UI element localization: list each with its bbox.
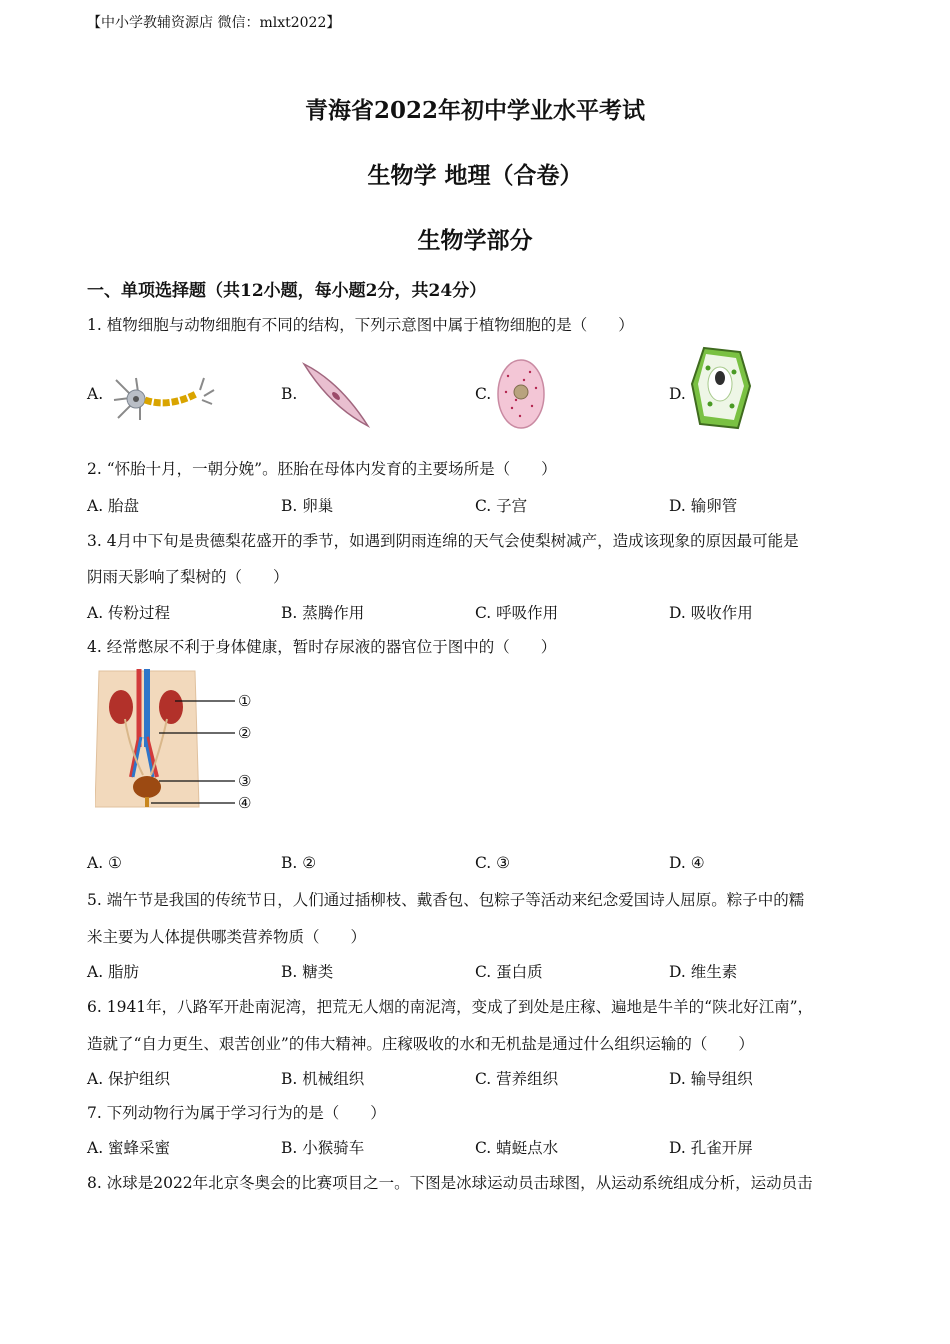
muscle-cell-image [300,360,372,430]
q2-stem: 2. “怀胎十月，一朝分娩”。胚胎在母体内发育的主要场所是（ ） [87,460,557,478]
q6-option-a[interactable]: A. 保护组织 [87,1070,171,1088]
plant-cell-image [690,346,752,430]
q4-stem: 4. 经常憋尿不利于身体健康，暂时存尿液的器官位于图中的（ ） [87,638,557,656]
q7-option-a[interactable]: A. 蜜蜂采蜜 [87,1139,171,1157]
q7-option-c[interactable]: C. 蜻蜓点水 [475,1139,559,1157]
neuron-cell-image [108,370,220,428]
q8-stem: 8. 冰球是2022年北京冬奥会的比赛项目之一。下图是冰球运动员击球图，从运动系统组成分析，运动员击 [87,1174,813,1192]
callout-2: ② [238,724,252,742]
q7-stem: 7. 下列动物行为属于学习行为的是（ ） [87,1104,386,1122]
q6-option-d[interactable]: D. 输导组织 [669,1070,753,1088]
q5-option-b[interactable]: B. 糖类 [281,963,334,981]
q2-option-d[interactable]: D. 输卵管 [669,497,738,515]
q6-stem-line1: 6. 1941年，八路军开赴南泥湾，把荒无人烟的南泥湾，变成了到处是庄稼、遍地是牛羊的“陕北好江南”， [87,998,814,1016]
q1-option-a-label[interactable]: A. [87,385,104,403]
q2-option-a[interactable]: A. 胎盘 [87,497,140,515]
q5-stem-line2: 米主要为人体提供哪类营养物质（ ） [87,928,367,946]
animal-cell-image [496,358,546,430]
q2-option-b[interactable]: B. 卵巢 [281,497,334,515]
q1-option-b-label[interactable]: B. [281,385,298,403]
callout-1: ① [238,692,252,710]
q5-option-d[interactable]: D. 维生素 [669,963,738,981]
q7-option-d[interactable]: D. 孔雀开屏 [669,1139,753,1157]
q3-stem-line1: 3. 4月中下旬是贵德梨花盛开的季节，如遇到阴雨连绵的天气会使梨树减产，造成该现象的原因最可能是 [87,532,799,550]
q3-option-d[interactable]: D. 吸收作用 [669,604,753,622]
q1-option-c-label[interactable]: C. [475,385,492,403]
header-note: 【中小学教辅资源店 微信：mlxt2022】 [87,15,341,31]
q2-option-c[interactable]: C. 子宫 [475,497,528,515]
q4-option-b[interactable]: B. ② [281,854,317,872]
q5-stem-line1: 5. 端午节是我国的传统节日，人们通过插柳枝、戴香包、包粽子等活动来纪念爱国诗人屈原。粽子中的糯 [87,891,805,909]
q5-option-a[interactable]: A. 脂肪 [87,963,140,981]
q3-option-b[interactable]: B. 蒸腾作用 [281,604,365,622]
q6-option-b[interactable]: B. 机械组织 [281,1070,365,1088]
q4-option-c[interactable]: C. ③ [475,854,511,872]
q4-option-a[interactable]: A. ① [87,854,122,872]
q4-option-d[interactable]: D. ④ [669,854,705,872]
q7-option-b[interactable]: B. 小猴骑车 [281,1139,365,1157]
q3-option-c[interactable]: C. 呼吸作用 [475,604,559,622]
exam-title: 青海省2022年初中学业水平考试 [304,97,645,124]
q1-option-d-label[interactable]: D. [669,385,686,403]
section-heading: 一、单项选择题（共12小题，每小题2分，共24分） [87,281,487,301]
q6-option-c[interactable]: C. 营养组织 [475,1070,559,1088]
q3-stem-line2: 阴雨天影响了梨树的（ ） [87,568,289,586]
q5-option-c[interactable]: C. 蛋白质 [475,963,543,981]
callout-4: ④ [238,794,252,812]
callout-3: ③ [238,772,252,790]
part-title: 生物学部分 [417,227,533,254]
q3-option-a[interactable]: A. 传粉过程 [87,604,171,622]
q1-stem: 1. 植物细胞与动物细胞有不同的结构，下列示意图中属于植物细胞的是（ ） [87,316,634,334]
q6-stem-line2: 造就了“自力更生、艰苦创业”的伟大精神。庄稼吸收的水和无机盐是通过什么组织运输的（ ） [87,1035,754,1053]
exam-subtitle: 生物学 地理（合卷） [367,162,583,189]
